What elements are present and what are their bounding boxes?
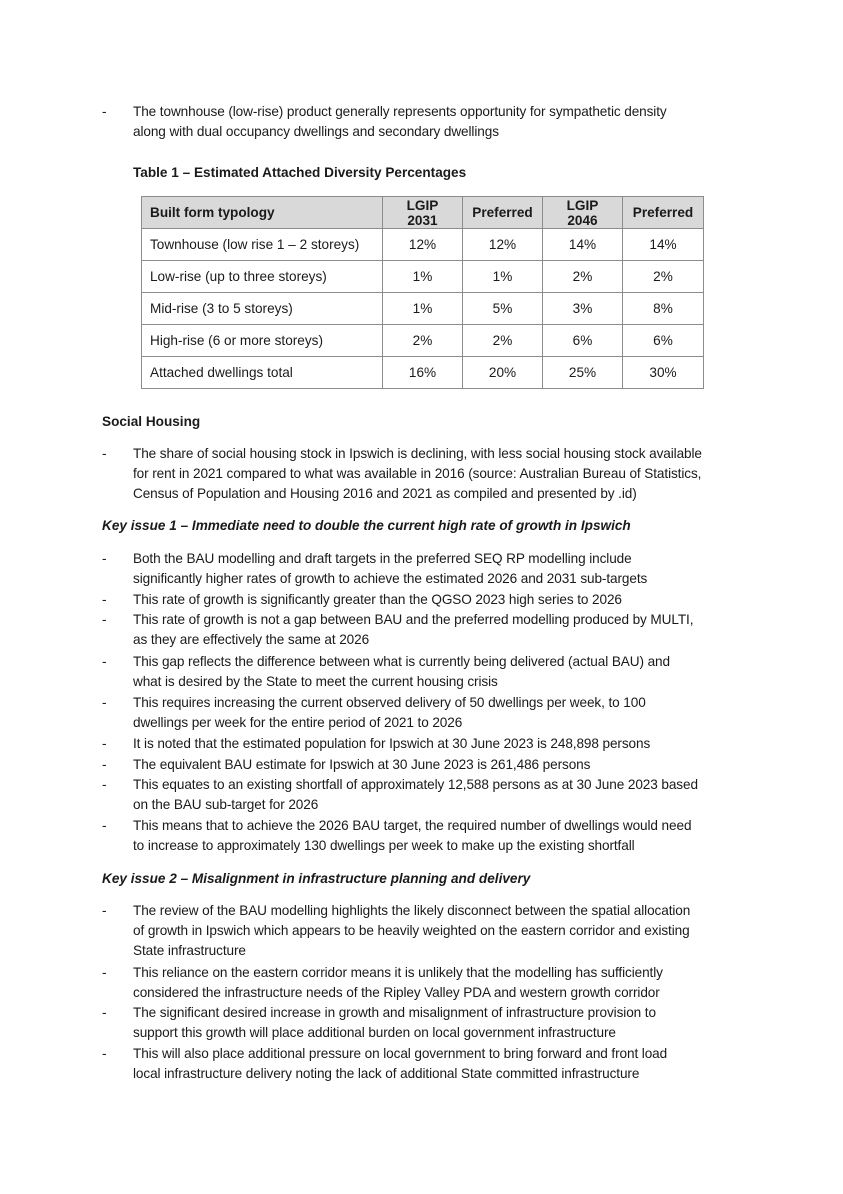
bullet-line: This reliance on the eastern corridor means it is unlikely that the modelling has sufficiently — [133, 965, 663, 980]
attached-diversity-table — [141, 196, 704, 389]
cell-value: 8% — [623, 293, 704, 325]
bullet-line: State infrastructure — [133, 943, 246, 958]
header-lgip-2031: LGIP 2031 — [383, 197, 463, 229]
cell-value: 20% — [463, 357, 543, 389]
table-row — [142, 293, 704, 325]
bullet-line: what is desired by the State to meet the current housing crisis — [133, 674, 498, 689]
header-lgip-2046: LGIP 2046 — [543, 197, 623, 229]
bullet-dash: - — [102, 1046, 107, 1061]
cell-typology: Townhouse (low rise 1 – 2 storeys) — [142, 229, 383, 261]
table-row — [142, 325, 704, 357]
social-housing-heading: Social Housing — [102, 414, 201, 429]
cell-value: 2% — [463, 325, 543, 357]
bullet-line: to increase to approximately 130 dwellings per week to make up the existing shortfall — [133, 838, 635, 853]
bullet-line: The equivalent BAU estimate for Ipswich at 30 June 2023 is 261,486 persons — [133, 757, 591, 772]
table-caption: Table 1 – Estimated Attached Diversity Percentages — [133, 165, 467, 180]
cell-value: 14% — [543, 229, 623, 261]
cell-value: 16% — [383, 357, 463, 389]
bullet-line: This rate of growth is not a gap between BAU and the preferred modelling produced by MULTI, — [133, 612, 694, 627]
key-issue-2-heading: Key issue 2 – Misalignment in infrastructure planning and delivery — [102, 871, 531, 886]
cell-value: 1% — [463, 261, 543, 293]
cell-value: 14% — [623, 229, 704, 261]
bullet-dash: - — [102, 1005, 107, 1020]
bullet-line: dwellings per week for the entire period of 2021 to 2026 — [133, 715, 463, 730]
bullet-dash: - — [102, 736, 107, 751]
bullet-dash: - — [102, 818, 107, 833]
bullet-line: This will also place additional pressure on local government to bring forward and front load — [133, 1046, 668, 1061]
bullet-dash: - — [102, 104, 107, 119]
bullet-line: This requires increasing the current observed delivery of 50 dwellings per week, to 100 — [133, 695, 646, 710]
cell-value: 30% — [623, 357, 704, 389]
bullet-line: The significant desired increase in growth and misalignment of infrastructure provision to — [133, 1005, 656, 1020]
cell-value: 6% — [543, 325, 623, 357]
bullet-dash: - — [102, 612, 107, 627]
bullet-line: This means that to achieve the 2026 BAU target, the required number of dwellings would need — [133, 818, 692, 833]
bullet-line: significantly higher rates of growth to achieve the estimated 2026 and 2031 sub-targets — [133, 571, 648, 586]
cell-value: 2% — [623, 261, 704, 293]
bullet-line: This gap reflects the difference between what is currently being delivered (actual BAU) and — [133, 654, 670, 669]
bullet-dash: - — [102, 446, 107, 461]
bullet-dash: - — [102, 777, 107, 792]
table-row — [142, 261, 704, 293]
bullet-line: Census of Population and Housing 2016 and 2021 as compiled and presented by .id) — [133, 486, 637, 501]
bullet-line: It is noted that the estimated population for Ipswich at 30 June 2023 is 248,898 persons — [133, 736, 651, 751]
header-preferred-2046: Preferred — [623, 197, 704, 229]
table-row — [142, 229, 704, 261]
cell-typology: Low-rise (up to three storeys) — [142, 261, 383, 293]
bullet-line: on the BAU sub-target for 2026 — [133, 797, 319, 812]
bullet-line: local infrastructure delivery noting the lack of additional State committed infrastructure — [133, 1066, 640, 1081]
key-issue-1-heading: Key issue 1 – Immediate need to double the current high rate of growth in Ipswich — [102, 518, 631, 533]
bullet-line: The share of social housing stock in Ipswich is declining, with less social housing stock available — [133, 446, 702, 461]
bullet-dash: - — [102, 757, 107, 772]
cell-value: 2% — [543, 261, 623, 293]
cell-typology: High-rise (6 or more storeys) — [142, 325, 383, 357]
cell-value: 2% — [383, 325, 463, 357]
bullet-dash: - — [102, 903, 107, 918]
bullet-line: of growth in Ipswich which appears to be heavily weighted on the eastern corridor and existing — [133, 923, 690, 938]
bullet-line: as they are effectively the same at 2026 — [133, 632, 370, 647]
header-preferred-2031: Preferred — [463, 197, 543, 229]
bullet-dash: - — [102, 695, 107, 710]
bullet-dash: - — [102, 654, 107, 669]
cell-value: 6% — [623, 325, 704, 357]
bullet-line: This rate of growth is significantly greater than the QGSO 2023 high series to 2026 — [133, 592, 622, 607]
bullet-line: for rent in 2021 compared to what was available in 2016 (source: Australian Bureau of Statistics, — [133, 466, 702, 481]
bullet-line: The review of the BAU modelling highlights the likely disconnect between the spatial allocation — [133, 903, 691, 918]
cell-typology: Mid-rise (3 to 5 storeys) — [142, 293, 383, 325]
bullet-line: This equates to an existing shortfall of approximately 12,588 persons as at 30 June 2023 based — [133, 777, 698, 792]
cell-value: 3% — [543, 293, 623, 325]
cell-value: 12% — [463, 229, 543, 261]
cell-typology: Attached dwellings total — [142, 357, 383, 389]
bullet-line: The townhouse (low-rise) product generally represents opportunity for sympathetic density — [133, 104, 667, 119]
table-header-row — [142, 197, 704, 229]
cell-value: 1% — [383, 261, 463, 293]
cell-value: 1% — [383, 293, 463, 325]
bullet-line: considered the infrastructure needs of the Ripley Valley PDA and western growth corridor — [133, 985, 660, 1000]
table-row-total — [142, 357, 704, 389]
cell-value: 5% — [463, 293, 543, 325]
bullet-line: along with dual occupancy dwellings and secondary dwellings — [133, 124, 499, 139]
bullet-dash: - — [102, 551, 107, 566]
bullet-dash: - — [102, 592, 107, 607]
cell-value: 25% — [543, 357, 623, 389]
header-built-form-typology: Built form typology — [142, 197, 383, 229]
bullet-dash: - — [102, 965, 107, 980]
bullet-line: Both the BAU modelling and draft targets in the preferred SEQ RP modelling include — [133, 551, 632, 566]
cell-value: 12% — [383, 229, 463, 261]
bullet-line: support this growth will place additional burden on local government infrastructure — [133, 1025, 616, 1040]
